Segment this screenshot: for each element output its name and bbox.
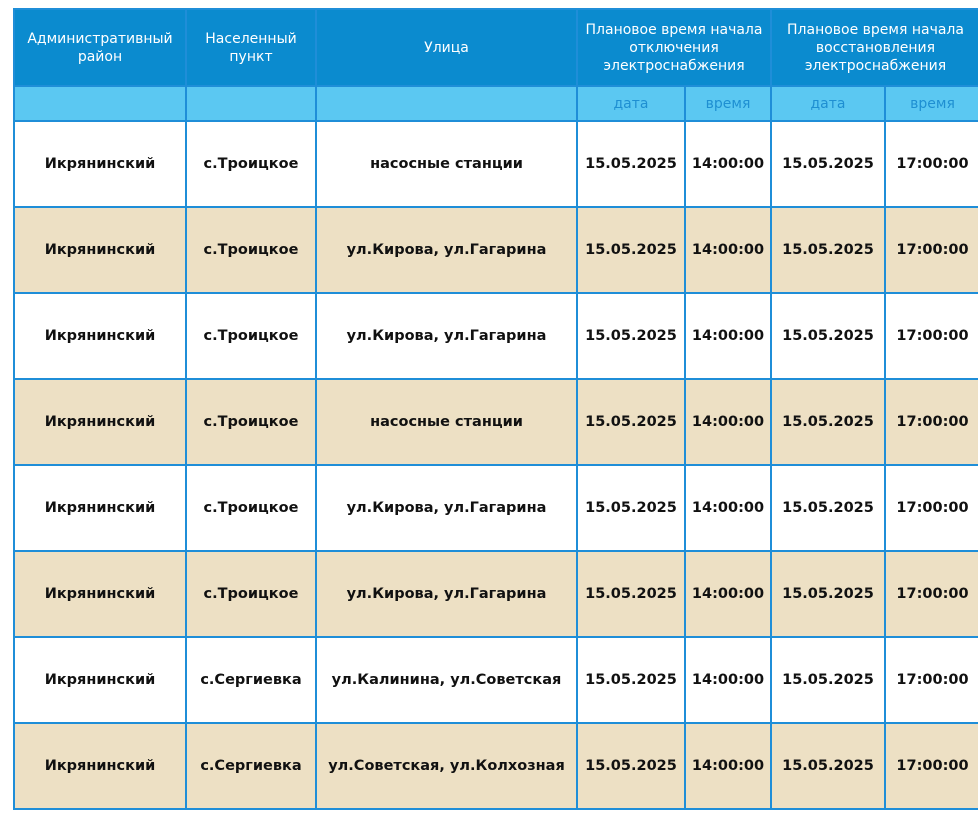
table-row (14, 465, 978, 551)
subheader-on-time: время (885, 86, 978, 121)
cell-district: Икрянинский (14, 207, 186, 293)
cell-district: Икрянинский (14, 121, 186, 207)
cell-street: ул.Кирова, ул.Гагарина (316, 207, 577, 293)
cell-district: Икрянинский (14, 379, 186, 465)
subheader-on-date: дата (771, 86, 885, 121)
cell-off-date: 15.05.2025 (577, 637, 685, 723)
outage-schedule-table (13, 8, 978, 810)
cell-on-time: 17:00:00 (885, 551, 978, 637)
header-off-time: Плановое время начала отключения электроснабжения (577, 9, 771, 86)
cell-off-date: 15.05.2025 (577, 121, 685, 207)
cell-off-date: 15.05.2025 (577, 207, 685, 293)
cell-settlement: с.Троицкое (186, 121, 316, 207)
cell-settlement: с.Троицкое (186, 379, 316, 465)
cell-off-date: 15.05.2025 (577, 465, 685, 551)
cell-on-date: 15.05.2025 (771, 465, 885, 551)
cell-off-date: 15.05.2025 (577, 293, 685, 379)
cell-off-time: 14:00:00 (685, 551, 771, 637)
cell-on-date: 15.05.2025 (771, 121, 885, 207)
cell-off-date: 15.05.2025 (577, 379, 685, 465)
subheader-off-time: время (685, 86, 771, 121)
table-row (14, 379, 978, 465)
cell-on-time: 17:00:00 (885, 293, 978, 379)
header-settlement: Населенный пункт (186, 9, 316, 86)
cell-settlement: с.Троицкое (186, 207, 316, 293)
cell-settlement: с.Сергиевка (186, 637, 316, 723)
cell-on-date: 15.05.2025 (771, 379, 885, 465)
table-row (14, 551, 978, 637)
cell-off-time: 14:00:00 (685, 379, 771, 465)
table-row (14, 207, 978, 293)
cell-district: Икрянинский (14, 293, 186, 379)
cell-off-time: 14:00:00 (685, 207, 771, 293)
cell-settlement: с.Троицкое (186, 465, 316, 551)
header-restore-time: Плановое время начала восстановления электроснабжения (771, 9, 978, 86)
cell-off-time: 14:00:00 (685, 723, 771, 809)
table-subheader-row (14, 86, 978, 121)
cell-off-time: 14:00:00 (685, 121, 771, 207)
cell-settlement: с.Троицкое (186, 293, 316, 379)
cell-on-time: 17:00:00 (885, 637, 978, 723)
header-district: Административный район (14, 9, 186, 86)
cell-district: Икрянинский (14, 551, 186, 637)
header-street: Улица (316, 9, 577, 86)
table-row (14, 637, 978, 723)
table-row (14, 121, 978, 207)
cell-on-time: 17:00:00 (885, 723, 978, 809)
subheader-empty (14, 86, 186, 121)
cell-street: ул.Калинина, ул.Советская (316, 637, 577, 723)
cell-settlement: с.Сергиевка (186, 723, 316, 809)
cell-on-date: 15.05.2025 (771, 637, 885, 723)
subheader-empty (186, 86, 316, 121)
cell-street: насосные станции (316, 379, 577, 465)
cell-on-date: 15.05.2025 (771, 293, 885, 379)
table-row (14, 293, 978, 379)
cell-on-time: 17:00:00 (885, 379, 978, 465)
table-row (14, 723, 978, 809)
cell-street: ул.Кирова, ул.Гагарина (316, 551, 577, 637)
cell-off-time: 14:00:00 (685, 293, 771, 379)
subheader-off-date: дата (577, 86, 685, 121)
cell-on-date: 15.05.2025 (771, 551, 885, 637)
cell-off-time: 14:00:00 (685, 465, 771, 551)
cell-street: ул.Кирова, ул.Гагарина (316, 465, 577, 551)
table-header-row (14, 9, 978, 86)
cell-street: насосные станции (316, 121, 577, 207)
cell-off-time: 14:00:00 (685, 637, 771, 723)
cell-street: ул.Советская, ул.Колхозная (316, 723, 577, 809)
cell-on-time: 17:00:00 (885, 465, 978, 551)
subheader-empty (316, 86, 577, 121)
cell-on-date: 15.05.2025 (771, 723, 885, 809)
cell-district: Икрянинский (14, 465, 186, 551)
cell-settlement: с.Троицкое (186, 551, 316, 637)
cell-on-date: 15.05.2025 (771, 207, 885, 293)
cell-on-time: 17:00:00 (885, 121, 978, 207)
cell-off-date: 15.05.2025 (577, 723, 685, 809)
cell-district: Икрянинский (14, 723, 186, 809)
cell-district: Икрянинский (14, 637, 186, 723)
cell-street: ул.Кирова, ул.Гагарина (316, 293, 577, 379)
cell-on-time: 17:00:00 (885, 207, 978, 293)
cell-off-date: 15.05.2025 (577, 551, 685, 637)
